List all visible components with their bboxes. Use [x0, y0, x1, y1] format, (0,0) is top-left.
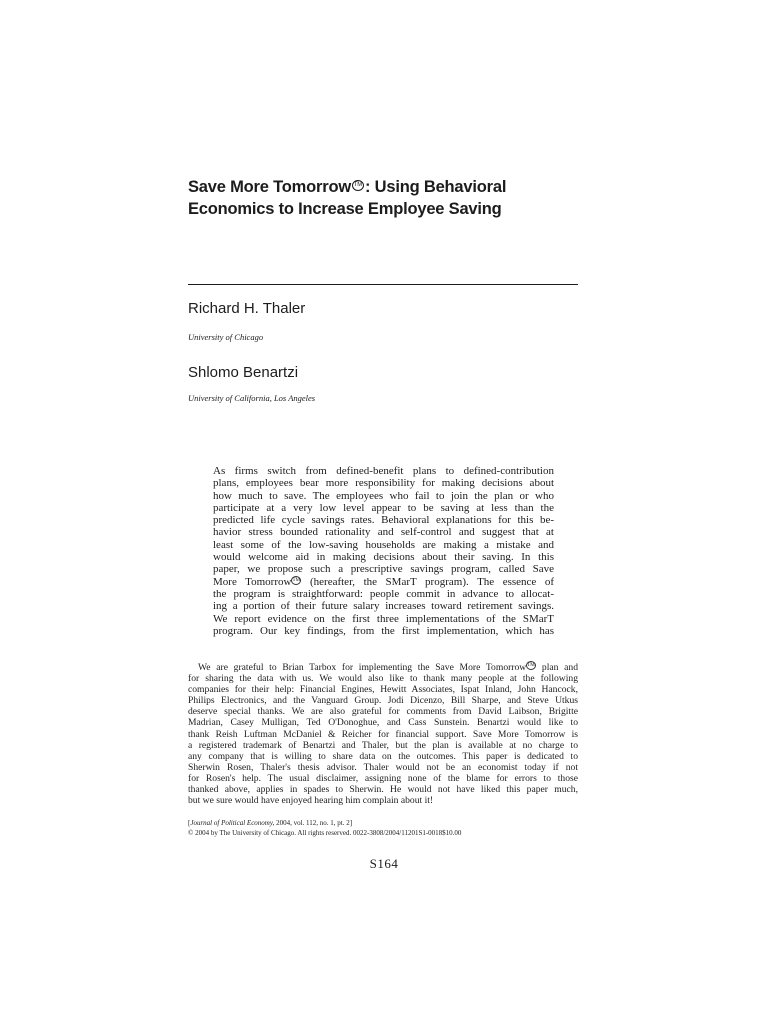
abstract-line: least some of the low-saving households are making a mistake and — [213, 538, 554, 551]
title-line-1 — [188, 176, 588, 198]
footnote-text-before-mark: We are grateful to Brian Tarbox for implementing the Save More Tomorrow — [198, 662, 527, 673]
citation-line — [188, 818, 461, 828]
abstract — [213, 465, 554, 637]
author-name: Richard H. Thaler — [188, 300, 306, 317]
abstract-line: would welcome aid in making decisions about their saving. In this — [213, 551, 554, 564]
abstract-line — [213, 576, 554, 588]
footnote-line: a registered trademark of Benartzi and Thaler, but the plan is available at no charge to — [188, 739, 578, 751]
abstract-text-after-mark: (hereafter, the SMarT program). The essence of — [301, 575, 554, 588]
paper-title — [188, 176, 588, 220]
footnote-line: but we sure would have enjoyed hearing him complain about it! — [188, 795, 434, 807]
author-affiliation: University of California, Los Angeles — [188, 393, 316, 403]
footnote-line: thank Reish Luftman McDaniel & Reicher for financial support. Save More Tomorrow is — [188, 728, 578, 740]
footnote-line — [188, 661, 578, 673]
footnote-line: for sharing the data with us. We would also like to thank many people at the following — [188, 673, 578, 685]
abstract-line: the program is straightforward: people commit in advance to allocat- — [213, 587, 554, 600]
author-name: Shlomo Benartzi — [188, 364, 299, 381]
abstract-line: As firms switch from defined-benefit plans to defined-contribution — [213, 465, 554, 477]
abstract-line: We report evidence on the first three implementations of the SMarT — [213, 612, 554, 625]
trademark-icon: TM — [527, 663, 535, 668]
footnote-text-after-mark: plan and — [536, 662, 579, 673]
abstract-line: plans, employees bear more responsibility for making decisions about — [213, 477, 554, 490]
abstract-line: paper, we propose such a prescriptive savings program, called Save — [213, 563, 554, 576]
abstract-line: predicted life cycle savings rates. Behavioral explanations for this be- — [213, 514, 554, 527]
title-line-2: Economics to Increase Employee Saving — [188, 200, 502, 218]
abstract-line: ing a portion of their future salary increases toward retirement savings. — [213, 600, 554, 613]
abstract-line: how much to save. The employees who fail to join the plan or who — [213, 489, 554, 502]
copyright-line: © 2004 by The University of Chicago. All rights reserved. 0022-3808/2004/11201S1-0018$10.00 — [188, 829, 462, 837]
page-number: S164 — [369, 856, 399, 871]
title-text-before-mark: Save More Tomorrow — [188, 178, 351, 196]
title-text-after-mark: : Using Behavioral — [364, 178, 507, 196]
abstract-text-before-mark: More Tomorrow — [213, 575, 292, 588]
journal-citation — [188, 818, 461, 838]
citation-details: 2004, vol. 112, no. 1, pt. 2] — [274, 819, 353, 827]
footnote-line: for Rosen's help. The usual disclaimer, assigning none of the blame for errors to those — [188, 772, 578, 784]
acknowledgments-footnote — [188, 661, 578, 806]
title-divider — [188, 284, 578, 285]
footnote-line: thanked above, applies in spades to Sherwin. He would not have liked this paper much, — [188, 784, 578, 796]
trademark-icon: TM — [352, 180, 364, 191]
author-affiliation: University of Chicago — [188, 332, 264, 342]
journal-name: Journal of Political Economy, — [190, 819, 275, 827]
abstract-line: havior stress bounded rationality and self-control and suggest that at — [213, 526, 554, 539]
footnote-line: Philips Electronics, and the Vanguard Group. Jodi Dicenzo, Bill Sharpe, and Steve Utkus — [188, 695, 578, 707]
abstract-line: participate at a very low level appear to be saving at less than the — [213, 501, 554, 514]
citation-bracket: [ — [188, 819, 191, 827]
footnote-line: deserve special thanks. We are also grateful for comments from David Laibson, Brigitte — [188, 706, 578, 718]
abstract-line: program. Our key findings, from the first implementation, which has — [213, 624, 554, 637]
trademark-icon: TM — [292, 577, 300, 583]
footnote-line: Sherwin Rosen, Thaler's thesis advisor. Thaler would not be an economist today if not — [188, 761, 578, 773]
footnote-line: Madrian, Casey Mulligan, Ted O'Donoghue, and Cass Sunstein. Benartzi would like to — [188, 717, 578, 729]
footnote-line: companies for their help: Financial Engines, Hewitt Associates, Ispat Inland, John Hancock, — [188, 684, 578, 696]
footnote-line: any company that is willing to share data on the outcomes. This paper is dedicated to — [188, 750, 578, 762]
